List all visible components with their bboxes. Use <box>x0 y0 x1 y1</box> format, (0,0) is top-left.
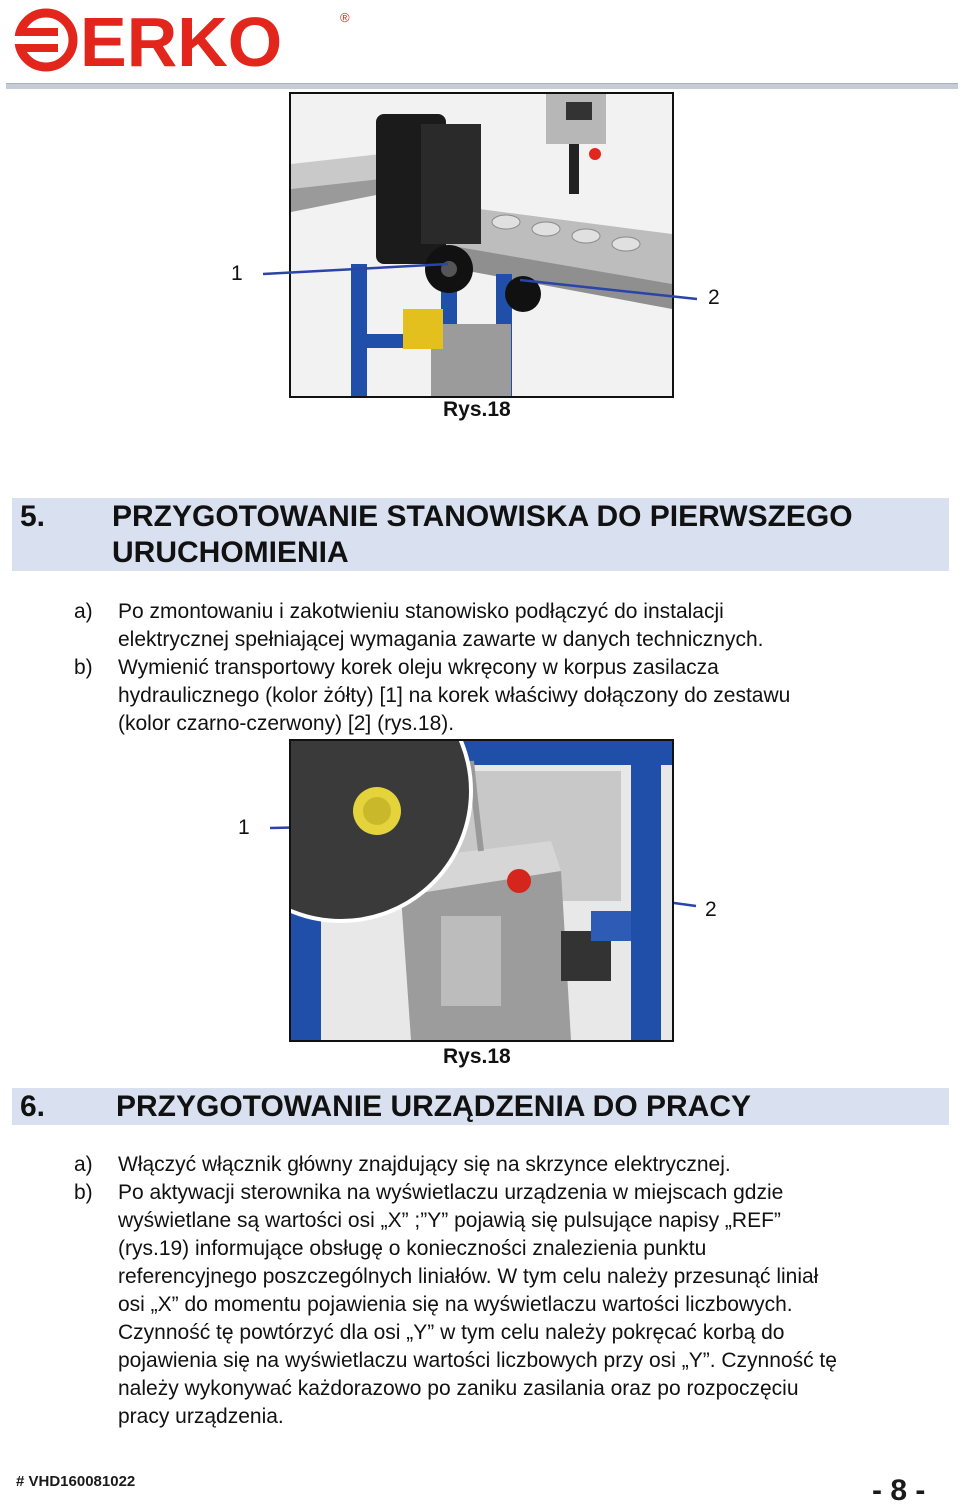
section-6-number: 6. <box>20 1090 46 1123</box>
list-marker: b) <box>74 656 93 679</box>
brand-wordmark: ERKO <box>80 6 283 74</box>
list-item <box>74 598 934 654</box>
section-5-heading <box>12 498 949 571</box>
list-item <box>74 1151 934 1179</box>
document-id: # VHD160081022 <box>16 1473 136 1490</box>
list-text-line: pojawienia się na wyświetlaczu wartości liczbowych przy osi „Y”. Czynność tę <box>118 1349 837 1372</box>
figure-1-photo <box>289 92 674 398</box>
list-text-line: należy wykonywać każdorazowo po zaniku zasilania oraz po rozpoczęciu <box>118 1377 799 1400</box>
section-5-title-line-2: URUCHOMIENIA <box>112 536 349 569</box>
list-text-line: Po zmontowaniu i zakotwieniu stanowisko podłączyć do instalacji <box>118 600 724 623</box>
list-text-line: osi „X” do momentu pojawienia się na wyświetlaczu wartości liczbowych. <box>118 1293 793 1316</box>
section-6-heading <box>12 1088 949 1125</box>
list-marker: b) <box>74 1181 93 1204</box>
list-text-line: (kolor czarno-czerwony) [2] (rys.18). <box>118 712 455 735</box>
section-6-list <box>74 1151 934 1431</box>
list-text-line: Wymienić transportowy korek oleju wkręcony w korpus zasilacza <box>118 656 719 679</box>
erko-logo-graphic <box>14 6 354 74</box>
list-text-line: (rys.19) informujące obsługę o konieczności znalezienia punktu <box>118 1237 707 1260</box>
list-item <box>74 654 934 738</box>
list-text-line: wyświetlane są wartości osi „X” ;”Y” pojawią się pulsujące napisy „REF” <box>118 1209 781 1232</box>
list-text-line: elektrycznej spełniającej wymagania zawarte w danych technicznych. <box>118 628 764 651</box>
section-6-title: PRZYGOTOWANIE URZĄDZENIA DO PRACY <box>116 1090 752 1123</box>
list-text-line: Włączyć włącznik główny znajdujący się na skrzynce elektrycznej. <box>118 1153 731 1176</box>
figure-2-caption: Rys.18 <box>443 1045 511 1068</box>
list-text-line: hydraulicznego (kolor żółty) [1] na korek właściwy dołączony do zestawu <box>118 684 791 707</box>
list-item <box>74 1179 934 1431</box>
figure-1-caption: Rys.18 <box>443 398 511 421</box>
list-text-line: Czynność tę powtórzyć dla osi „Y” w tym celu należy pokręcać korbą do <box>118 1321 785 1344</box>
page-number: - 8 - <box>872 1474 926 1507</box>
section-5-list <box>74 598 934 738</box>
figure-2-photo <box>289 739 674 1042</box>
erko-logo <box>14 6 354 74</box>
section-5-title-line-1: PRZYGOTOWANIE STANOWISKA DO PIERWSZEGO <box>112 500 853 533</box>
figure-1-callout-2: 2 <box>708 286 720 309</box>
list-marker: a) <box>74 1153 93 1176</box>
list-marker: a) <box>74 600 93 623</box>
list-text-line: pracy urządzenia. <box>118 1405 284 1428</box>
figure-2-callout-2: 2 <box>705 898 717 921</box>
section-5-number: 5. <box>20 500 46 533</box>
figure-1-callout-1: 1 <box>231 262 243 285</box>
registered-mark: ® <box>340 10 350 25</box>
list-text-line: referencyjnego poszczególnych liniałów. W tym celu należy przesunąć liniał <box>118 1265 819 1288</box>
header-divider <box>6 83 958 89</box>
figure-2-callout-1: 1 <box>238 816 250 839</box>
list-text-line: Po aktywacji sterownika na wyświetlaczu urządzenia w miejscach gdzie <box>118 1181 784 1204</box>
